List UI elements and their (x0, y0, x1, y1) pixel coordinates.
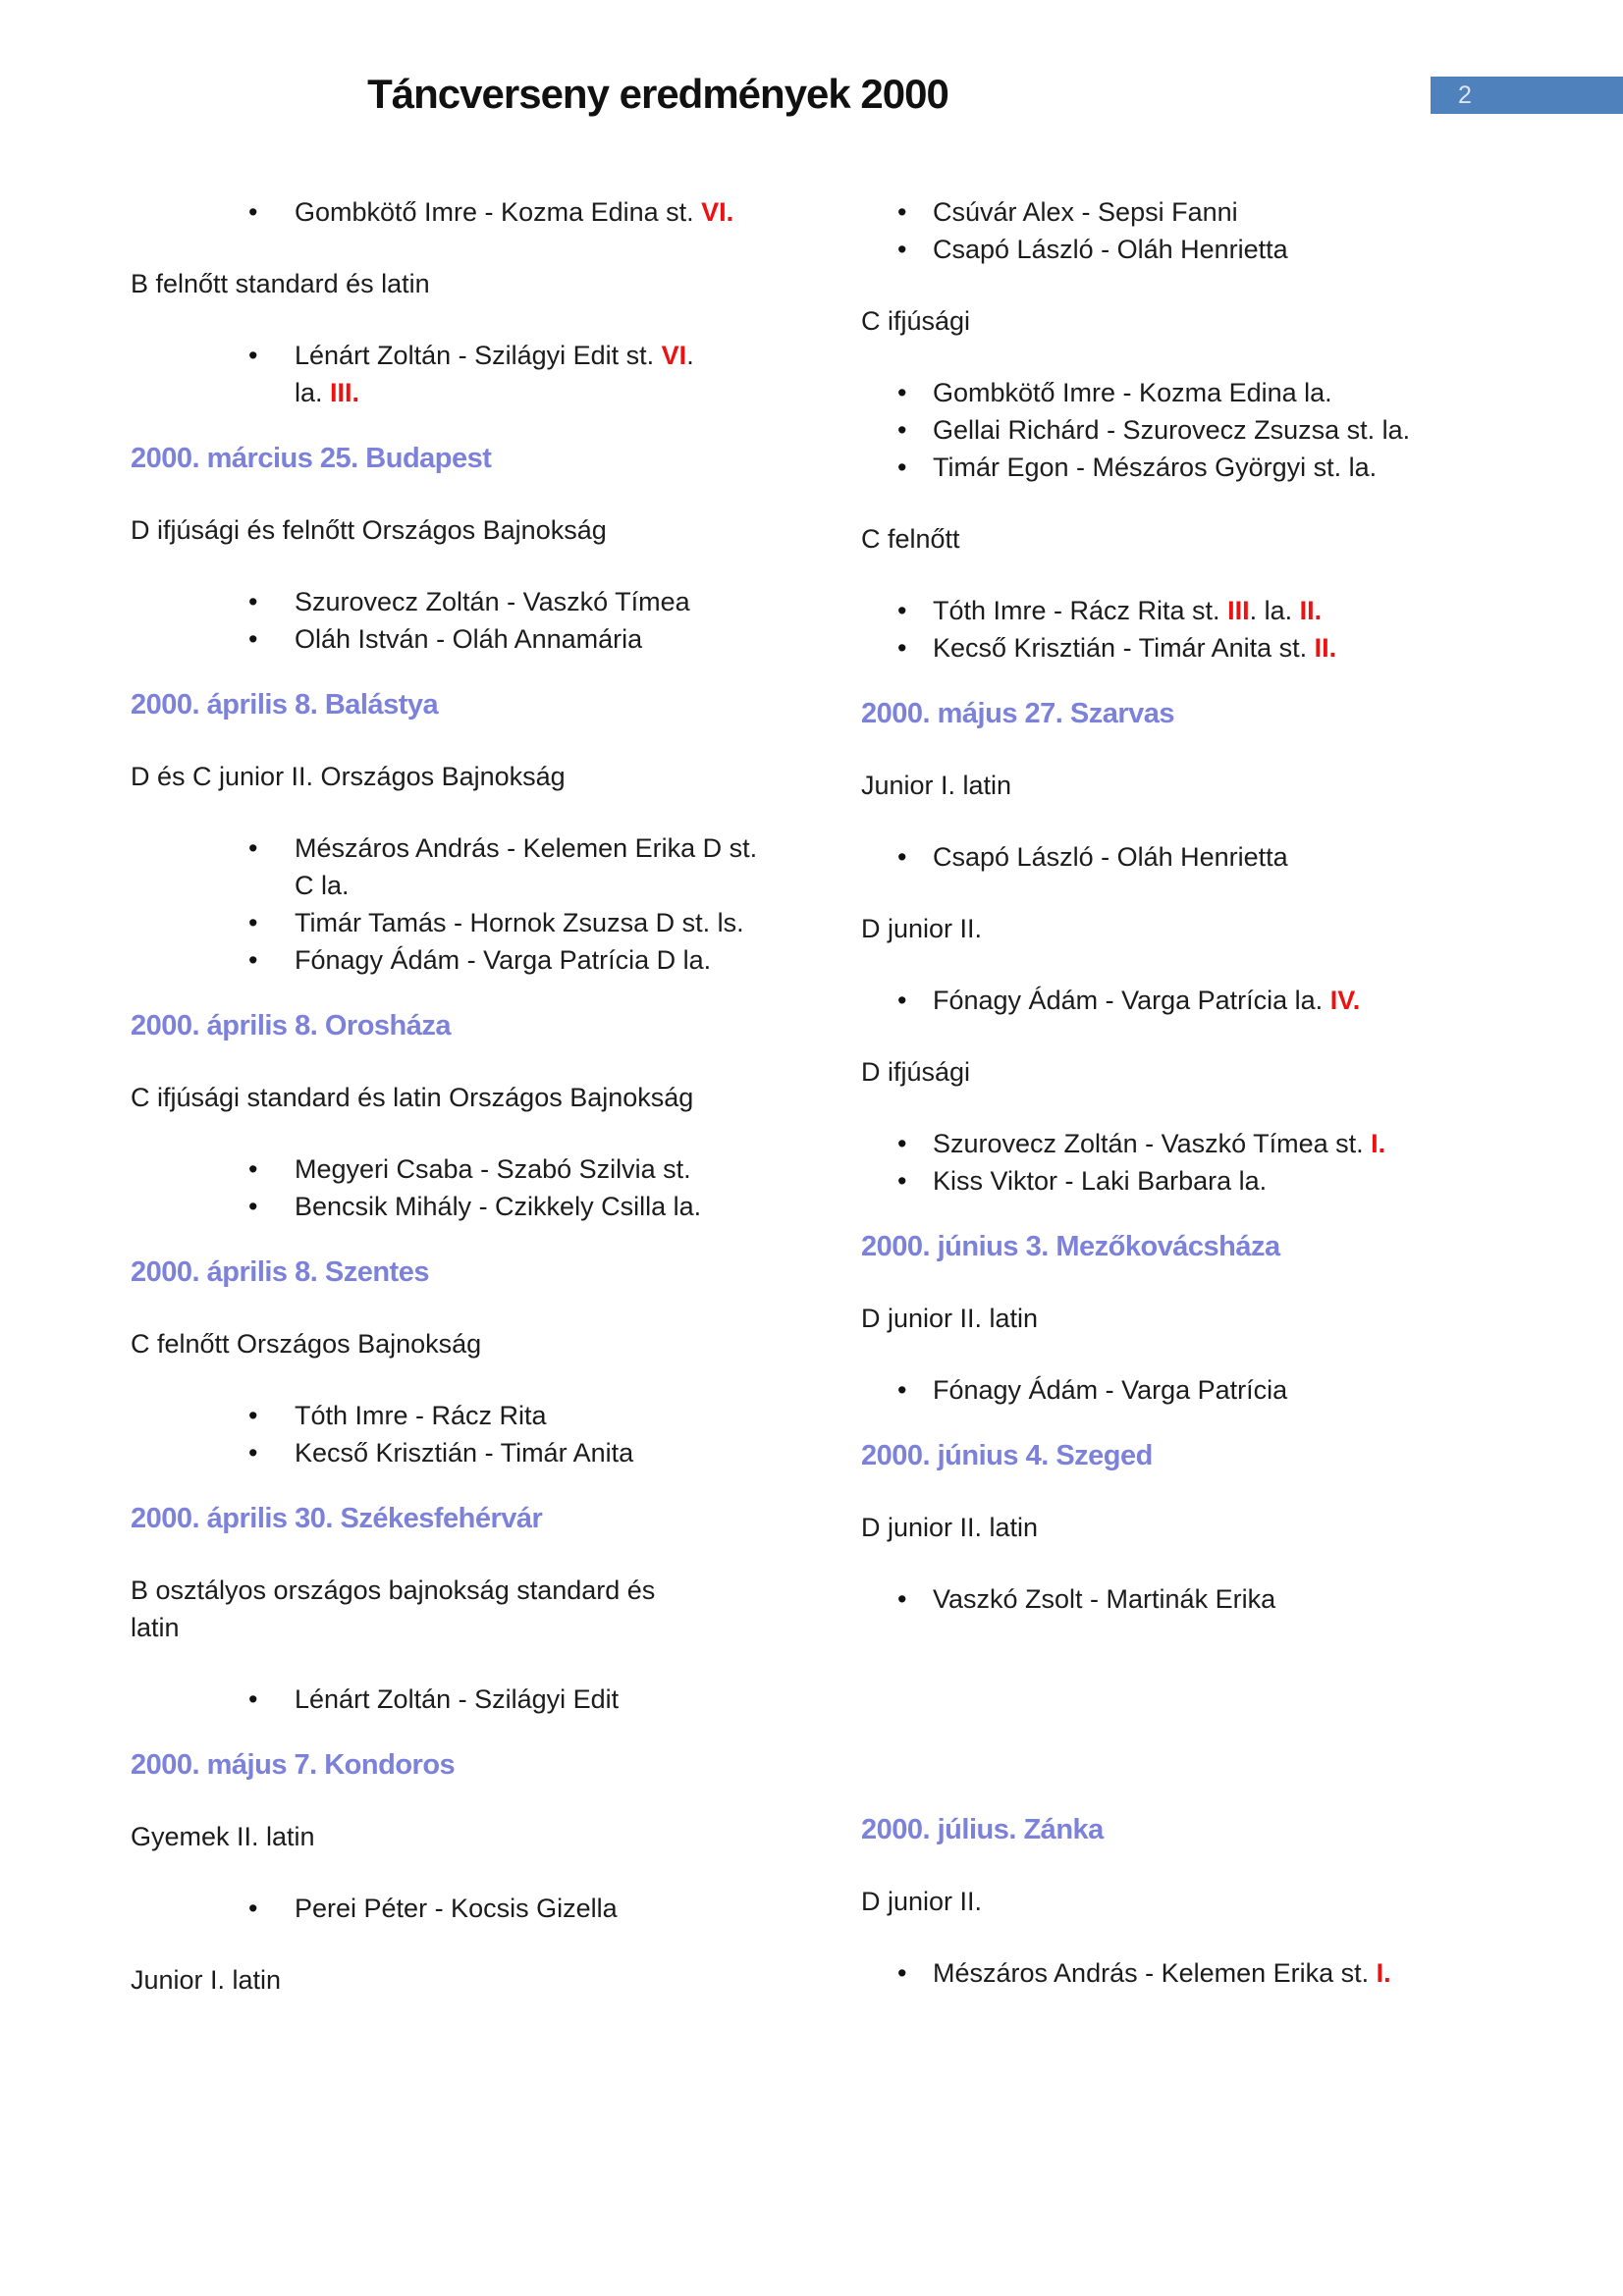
list-item (861, 1162, 1568, 1200)
result-list (861, 1954, 1568, 1992)
category-paragraph (131, 1818, 818, 1855)
result-text-segment: Lénárt Zoltán - Szilágyi Edit st. (295, 341, 662, 370)
result-text (295, 197, 733, 227)
paragraph-line: C felnőtt (861, 524, 960, 554)
result-text (295, 945, 711, 975)
category-paragraph (131, 1961, 818, 1999)
result-text-segment: Oláh István - Oláh Annamária (295, 624, 643, 654)
result-list (131, 583, 818, 658)
page-number: 2 (1458, 81, 1472, 109)
paragraph-line: D junior II. latin (861, 1304, 1039, 1333)
result-text-segment: Mészáros András - Kelemen Erika D st. (295, 833, 758, 863)
bullet-icon: • (248, 1438, 258, 1468)
list-item (861, 982, 1568, 1019)
result-text-segment: Kiss Viktor - Laki Barbara la. (933, 1166, 1268, 1196)
result-text-segment: Kecső Krisztián - Timár Anita (295, 1438, 634, 1468)
result-list (861, 1580, 1568, 1618)
category-paragraph (131, 1079, 818, 1116)
category-paragraph (861, 1509, 1568, 1546)
result-text (933, 842, 1288, 872)
bullet-icon: • (897, 453, 907, 482)
result-list (131, 193, 818, 231)
list-item (131, 941, 818, 979)
result-text (295, 1401, 547, 1430)
result-list (861, 1125, 1568, 1200)
result-rank-highlight: III (1227, 596, 1250, 625)
section-heading: 2000. június 3. Mezőkovácsháza (861, 1231, 1280, 1262)
result-text-segment: Timár Tamás - Hornok Zsuzsa D st. ls. (295, 908, 744, 937)
result-text-segment: la. (295, 378, 331, 407)
bullet-icon: • (248, 1401, 258, 1430)
bullet-icon: • (248, 945, 258, 975)
result-text (295, 341, 694, 370)
result-list (131, 1681, 818, 1718)
result-text-segment: Fónagy Ádám - Varga Patrícia la. (933, 986, 1330, 1015)
paragraph-line: Junior I. latin (131, 1965, 282, 1995)
column-left (131, 193, 818, 2033)
list-item (131, 904, 818, 941)
result-text (295, 1438, 633, 1468)
result-text (933, 1166, 1267, 1196)
result-text-segment: C la. (295, 871, 350, 900)
section-heading: 2000. április 8. Orosháza (131, 1010, 452, 1041)
bullet-icon: • (248, 1684, 258, 1714)
result-text (933, 1584, 1275, 1614)
list-item (861, 1954, 1568, 1992)
bullet-icon: • (897, 986, 907, 1015)
result-list (131, 337, 818, 411)
list-item (861, 374, 1568, 411)
result-text-segment: Gellai Richárd - Szurovecz Zsuzsa st. la. (933, 415, 1411, 445)
category-paragraph (131, 265, 818, 302)
bullet-icon: • (248, 1192, 258, 1221)
result-text (295, 624, 642, 654)
paragraph-line: B felnőtt standard és latin (131, 269, 430, 298)
result-text-segment: Lénárt Zoltán - Szilágyi Edit (295, 1684, 620, 1714)
result-text-segment: Gombkötő Imre - Kozma Edina la. (933, 378, 1332, 407)
list-item (131, 337, 818, 374)
result-text (295, 908, 744, 937)
result-text-segment: Csúvár Alex - Sepsi Fanni (933, 197, 1238, 227)
result-list (861, 592, 1568, 667)
list-item (131, 193, 818, 231)
section-heading: 2000. május 7. Kondoros (131, 1749, 456, 1781)
paragraph-line: Gyemek II. latin (131, 1822, 315, 1851)
bullet-icon: • (897, 1375, 907, 1405)
paragraph-line: D ifjúsági (861, 1057, 971, 1087)
result-text (933, 415, 1410, 445)
result-text (933, 1375, 1287, 1405)
result-text (933, 235, 1288, 264)
result-text-segment: Mészáros András - Kelemen Erika st. (933, 1958, 1377, 1988)
result-text (933, 1129, 1385, 1158)
page-number-badge (1431, 77, 1623, 114)
category-paragraph (131, 758, 818, 795)
result-text-segment: Megyeri Csaba - Szabó Szilvia st. (295, 1154, 691, 1184)
result-text-segment: Timár Egon - Mészáros Györgyi st. la. (933, 453, 1378, 482)
paragraph-line: C ifjúsági standard és latin Országos Bajnokság (131, 1083, 694, 1112)
result-text-segment: . (686, 341, 694, 370)
list-item (861, 1580, 1568, 1618)
category-paragraph (131, 1325, 818, 1362)
result-text (295, 1684, 619, 1714)
result-text-segment: Perei Péter - Kocsis Gizella (295, 1894, 618, 1923)
result-text-segment: Fónagy Ádám - Varga Patrícia (933, 1375, 1288, 1405)
paragraph-line: D junior II. (861, 1887, 983, 1916)
result-text (933, 1958, 1391, 1988)
result-text (933, 596, 1322, 625)
vertical-spacer (861, 1652, 1568, 1817)
bullet-icon: • (897, 235, 907, 264)
section-heading: 2000. április 8. Balástya (131, 689, 439, 721)
section-heading: 2000. március 25. Budapest (131, 443, 492, 474)
category-paragraph (861, 1883, 1568, 1920)
bullet-icon: • (897, 1166, 907, 1196)
result-text (295, 871, 350, 900)
category-paragraph (861, 520, 1568, 558)
result-rank-highlight: I. (1371, 1129, 1386, 1158)
list-item (131, 1150, 818, 1188)
list-item (131, 829, 818, 867)
result-list (861, 1371, 1568, 1409)
list-item (861, 449, 1568, 486)
result-list (131, 1397, 818, 1471)
result-text-segment: Szurovecz Zoltán - Vaszkó Tímea (295, 587, 690, 616)
column-right (861, 193, 1568, 2026)
result-text-segment: Fónagy Ádám - Varga Patrícia D la. (295, 945, 712, 975)
category-paragraph (131, 1572, 818, 1646)
result-text-segment: Bencsik Mihály - Czikkely Csilla la. (295, 1192, 702, 1221)
bullet-icon: • (897, 1584, 907, 1614)
paragraph-line: D junior II. (861, 914, 983, 943)
result-rank-highlight: III. (330, 378, 360, 407)
category-paragraph (861, 1300, 1568, 1337)
category-paragraph (861, 1053, 1568, 1091)
section-heading: 2000. július. Zánka (861, 1814, 1104, 1845)
list-item (861, 592, 1568, 629)
bullet-icon: • (897, 415, 907, 445)
bullet-icon: • (897, 378, 907, 407)
result-text-segment: Tóth Imre - Rácz Rita st. (933, 596, 1228, 625)
list-item (131, 620, 818, 658)
category-paragraph (861, 910, 1568, 947)
paragraph-line: D junior II. latin (861, 1513, 1039, 1542)
list-item (861, 629, 1568, 667)
bullet-icon: • (897, 633, 907, 663)
result-text (933, 633, 1336, 663)
category-paragraph (131, 511, 818, 549)
result-list (131, 1150, 818, 1225)
section-heading: 2000. május 27. Szarvas (861, 698, 1175, 729)
list-item-continuation (131, 374, 818, 411)
bullet-icon: • (897, 197, 907, 227)
result-text (295, 1154, 691, 1184)
bullet-icon: • (248, 1154, 258, 1184)
list-item (861, 838, 1568, 876)
category-paragraph (861, 767, 1568, 804)
result-list (861, 982, 1568, 1019)
result-text-segment: Csapó László - Oláh Henrietta (933, 235, 1288, 264)
paragraph-line: D és C junior II. Országos Bajnokság (131, 762, 566, 791)
list-item (131, 583, 818, 620)
bullet-icon: • (897, 842, 907, 872)
bullet-icon: • (897, 1129, 907, 1158)
result-list (131, 829, 818, 979)
bullet-icon: • (248, 587, 258, 616)
list-item-continuation (131, 867, 818, 904)
category-paragraph (861, 302, 1568, 340)
result-rank-highlight: VI. (701, 197, 734, 227)
list-item (131, 1890, 818, 1927)
result-rank-highlight: II. (1299, 596, 1323, 625)
result-text-segment: Tóth Imre - Rácz Rita (295, 1401, 547, 1430)
paragraph-line: latin (131, 1613, 180, 1642)
result-list (861, 838, 1568, 876)
result-text (295, 833, 757, 863)
bullet-icon: • (897, 596, 907, 625)
result-text (933, 986, 1360, 1015)
list-item (131, 1188, 818, 1225)
result-text-segment: Vaszkó Zsolt - Martinák Erika (933, 1584, 1276, 1614)
bullet-icon: • (248, 624, 258, 654)
result-text-segment: Gombkötő Imre - Kozma Edina st. (295, 197, 702, 227)
paragraph-line: C felnőtt Országos Bajnokság (131, 1329, 482, 1359)
result-text (933, 197, 1238, 227)
bullet-icon: • (248, 341, 258, 370)
list-item (861, 231, 1568, 268)
section-heading: 2000. június 4. Szeged (861, 1440, 1153, 1471)
result-rank-highlight: VI (661, 341, 687, 370)
list-item (861, 411, 1568, 449)
paragraph-line: D ifjúsági és felnőtt Országos Bajnokság (131, 515, 607, 545)
result-list (861, 374, 1568, 486)
section-heading: 2000. április 30. Székesfehérvár (131, 1503, 543, 1534)
bullet-icon: • (248, 1894, 258, 1923)
list-item (131, 1681, 818, 1718)
result-rank-highlight: I. (1376, 1958, 1391, 1988)
result-text (933, 378, 1332, 407)
result-rank-highlight: II. (1314, 633, 1337, 663)
page-title: Táncverseny eredmények 2000 (367, 71, 948, 117)
list-item (861, 1371, 1568, 1409)
result-text-segment: . la. (1249, 596, 1300, 625)
bullet-icon: • (248, 833, 258, 863)
result-list (861, 193, 1568, 268)
list-item (131, 1434, 818, 1471)
paragraph-line: B osztályos országos bajnokság standard és (131, 1575, 656, 1605)
bullet-icon: • (248, 197, 258, 227)
list-item (861, 1125, 1568, 1162)
result-text (933, 453, 1377, 482)
result-text-segment: Szurovecz Zoltán - Vaszkó Tímea st. (933, 1129, 1372, 1158)
result-text-segment: Kecső Krisztián - Timár Anita st. (933, 633, 1315, 663)
result-text (295, 378, 359, 407)
bullet-icon: • (897, 1958, 907, 1988)
result-text (295, 1894, 618, 1923)
section-heading: 2000. április 8. Szentes (131, 1256, 429, 1288)
list-item (131, 1397, 818, 1434)
result-text (295, 1192, 701, 1221)
list-item (861, 193, 1568, 231)
result-text-segment: Csapó László - Oláh Henrietta (933, 842, 1288, 872)
paragraph-line: C ifjúsági (861, 306, 971, 336)
bullet-icon: • (248, 908, 258, 937)
result-rank-highlight: IV. (1329, 986, 1361, 1015)
paragraph-line: Junior I. latin (861, 771, 1012, 800)
result-list (131, 1890, 818, 1927)
result-text (295, 587, 690, 616)
